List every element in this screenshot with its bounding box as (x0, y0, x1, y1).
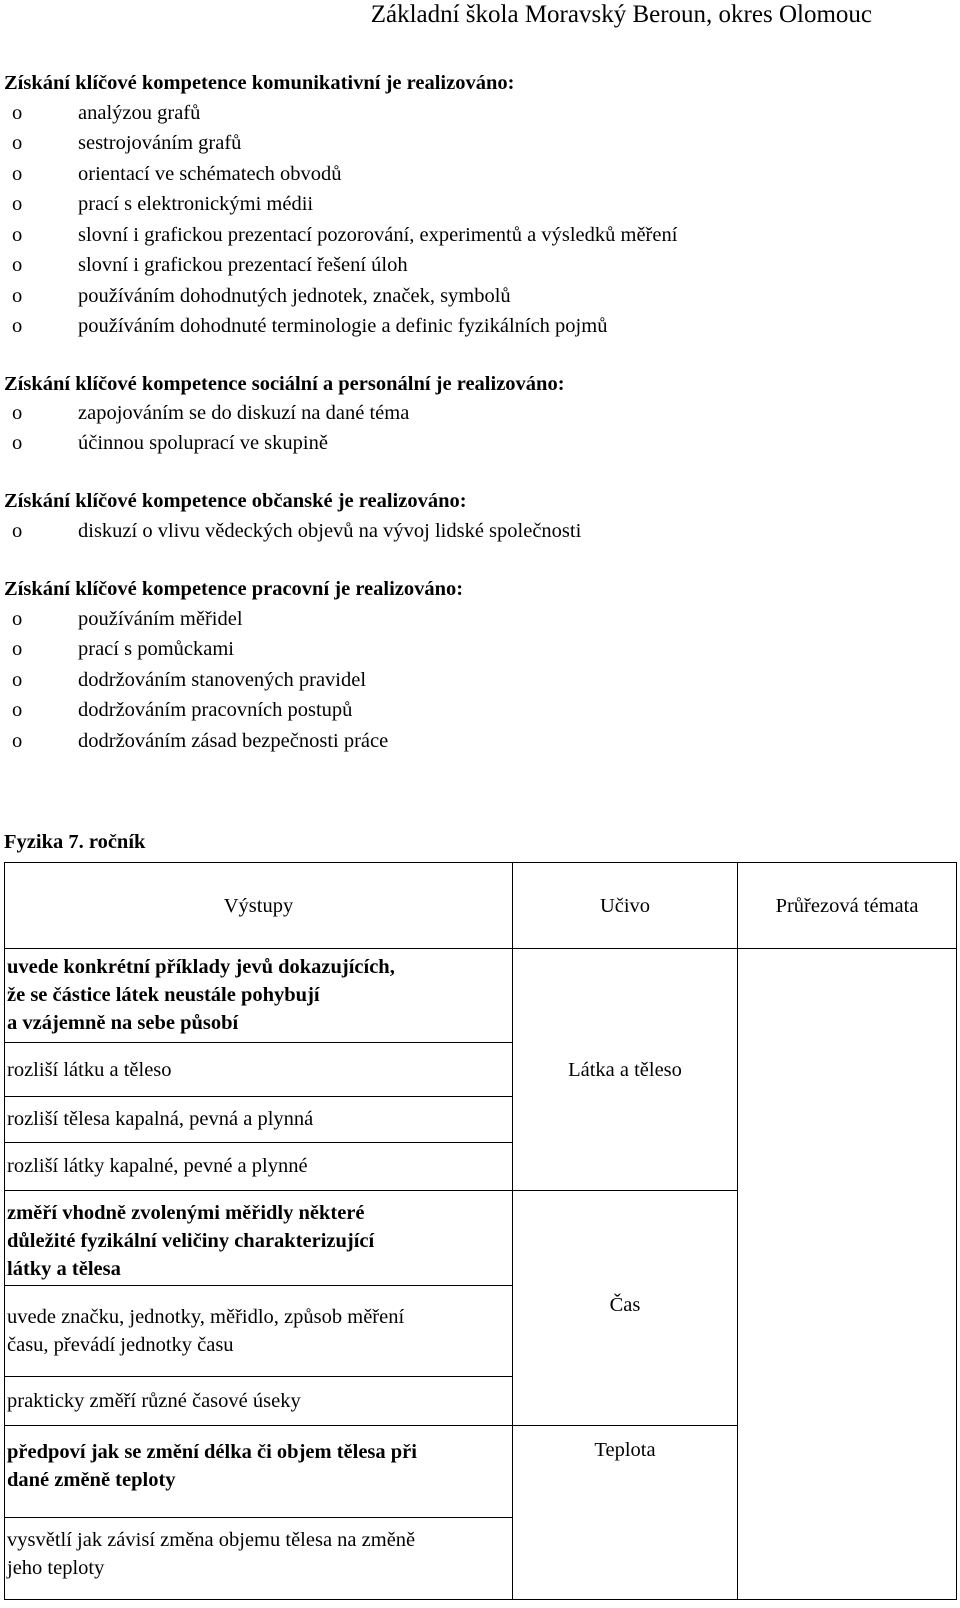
bullet: o (12, 132, 23, 154)
list-item (12, 400, 409, 426)
list-item (12, 252, 408, 278)
list-item-text: analýzou grafů (78, 102, 201, 124)
bullet: o (12, 163, 23, 185)
list-item-text: slovní i grafickou prezentací pozorování, experimentů a výsledků měření (78, 224, 678, 246)
bullet: o (12, 285, 23, 307)
list-item (12, 283, 511, 309)
list-item (12, 313, 607, 339)
table-row (5, 949, 957, 1043)
topic-cell-temperature: Teplota (513, 1425, 738, 1599)
bullet: o (12, 669, 23, 691)
list-item-text: dodržováním stanovených pravidel (78, 669, 367, 691)
topic-cell-substance: Látka a těleso (513, 949, 738, 1191)
bullet: o (12, 254, 23, 276)
bullet: o (12, 638, 23, 660)
list-item-text: používáním dohodnutých jednotek, značek, symbolů (78, 285, 511, 307)
header-cross-topics: Průřezová témata (738, 863, 957, 949)
curriculum-table (4, 862, 957, 1600)
list-item-text: orientací ve schématech obvodů (78, 163, 342, 185)
section-heading-civic: Získání klíčové kompetence občanské je realizováno: (4, 490, 467, 512)
header-outputs: Výstupy (5, 863, 513, 949)
topic-cell-time: Čas (513, 1190, 738, 1425)
list-item (12, 191, 313, 217)
output-cell: rozliší látky kapalné, pevné a plynné (5, 1142, 513, 1190)
header-content: Učivo (513, 863, 738, 949)
bullet: o (12, 608, 23, 630)
bullet: o (12, 402, 23, 424)
list-item (12, 606, 243, 632)
bullet: o (12, 193, 23, 215)
list-item-text: prací s elektronickými médii (78, 193, 314, 215)
bullet: o (12, 699, 23, 721)
bullet: o (12, 432, 23, 454)
list-item (12, 518, 581, 544)
cross-topics-cell (738, 949, 957, 1600)
list-item-text: zapojováním se do diskuzí na dané téma (78, 402, 410, 424)
output-cell: změří vhodně zvolenými měřidly některé důležité fyzikální veličiny charakterizující látky a tělesa (5, 1190, 513, 1285)
grade-title: Fyzika 7. ročník (4, 831, 146, 853)
list-item (12, 430, 328, 456)
list-item (12, 161, 342, 187)
list-item-text: používáním měřidel (78, 608, 243, 630)
output-cell: vysvětlí jak závisí změna objemu tělesa na změně jeho teploty (5, 1517, 513, 1599)
list-item-text: používáním dohodnuté terminologie a definic fyzikálních pojmů (78, 315, 608, 337)
table-header-row (5, 863, 957, 949)
list-item-text: slovní i grafickou prezentací řešení úloh (78, 254, 408, 276)
list-item-text: prací s pomůckami (78, 638, 234, 660)
bullet: o (12, 730, 23, 752)
list-item-text: diskuzí o vlivu vědeckých objevů na vývoj lidské společnosti (78, 520, 582, 542)
bullet: o (12, 520, 23, 542)
list-item-text: účinnou spoluprací ve skupině (78, 432, 328, 454)
list-item (12, 697, 352, 723)
list-item-text: dodržováním zásad bezpečnosti práce (78, 730, 389, 752)
output-cell: rozliší látku a těleso (5, 1043, 513, 1096)
section-heading-work: Získání klíčové kompetence pracovní je realizováno: (4, 578, 464, 600)
list-item (12, 222, 677, 248)
list-item (12, 667, 366, 693)
bullet: o (12, 102, 23, 124)
list-item (12, 636, 234, 662)
bullet: o (12, 224, 23, 246)
output-cell: uvede značku, jednotky, měřidlo, způsob měření času, převádí jednotky času (5, 1286, 513, 1376)
list-item-text: sestrojováním grafů (78, 132, 242, 154)
list-item-text: dodržováním pracovních postupů (78, 699, 353, 721)
section-heading-social: Získání klíčové kompetence sociální a personální je realizováno: (4, 373, 565, 395)
output-cell: předpoví jak se změní délka či objem tělesa při dané změně teploty (5, 1425, 513, 1517)
section-heading-communicative: Získání klíčové kompetence komunikativní je realizováno: (4, 72, 515, 94)
list-item (12, 130, 241, 156)
school-header: Základní škola Moravský Beroun, okres Olomouc (370, 1, 872, 28)
bullet: o (12, 315, 23, 337)
output-cell: uvede konkrétní příklady jevů dokazujících, že se částice látek neustále pohybují a vzájemně na sebe působí (5, 949, 513, 1043)
output-cell: rozliší tělesa kapalná, pevná a plynná (5, 1096, 513, 1142)
output-cell: prakticky změří různé časové úseky (5, 1376, 513, 1425)
list-item (12, 728, 388, 754)
list-item (12, 100, 200, 126)
